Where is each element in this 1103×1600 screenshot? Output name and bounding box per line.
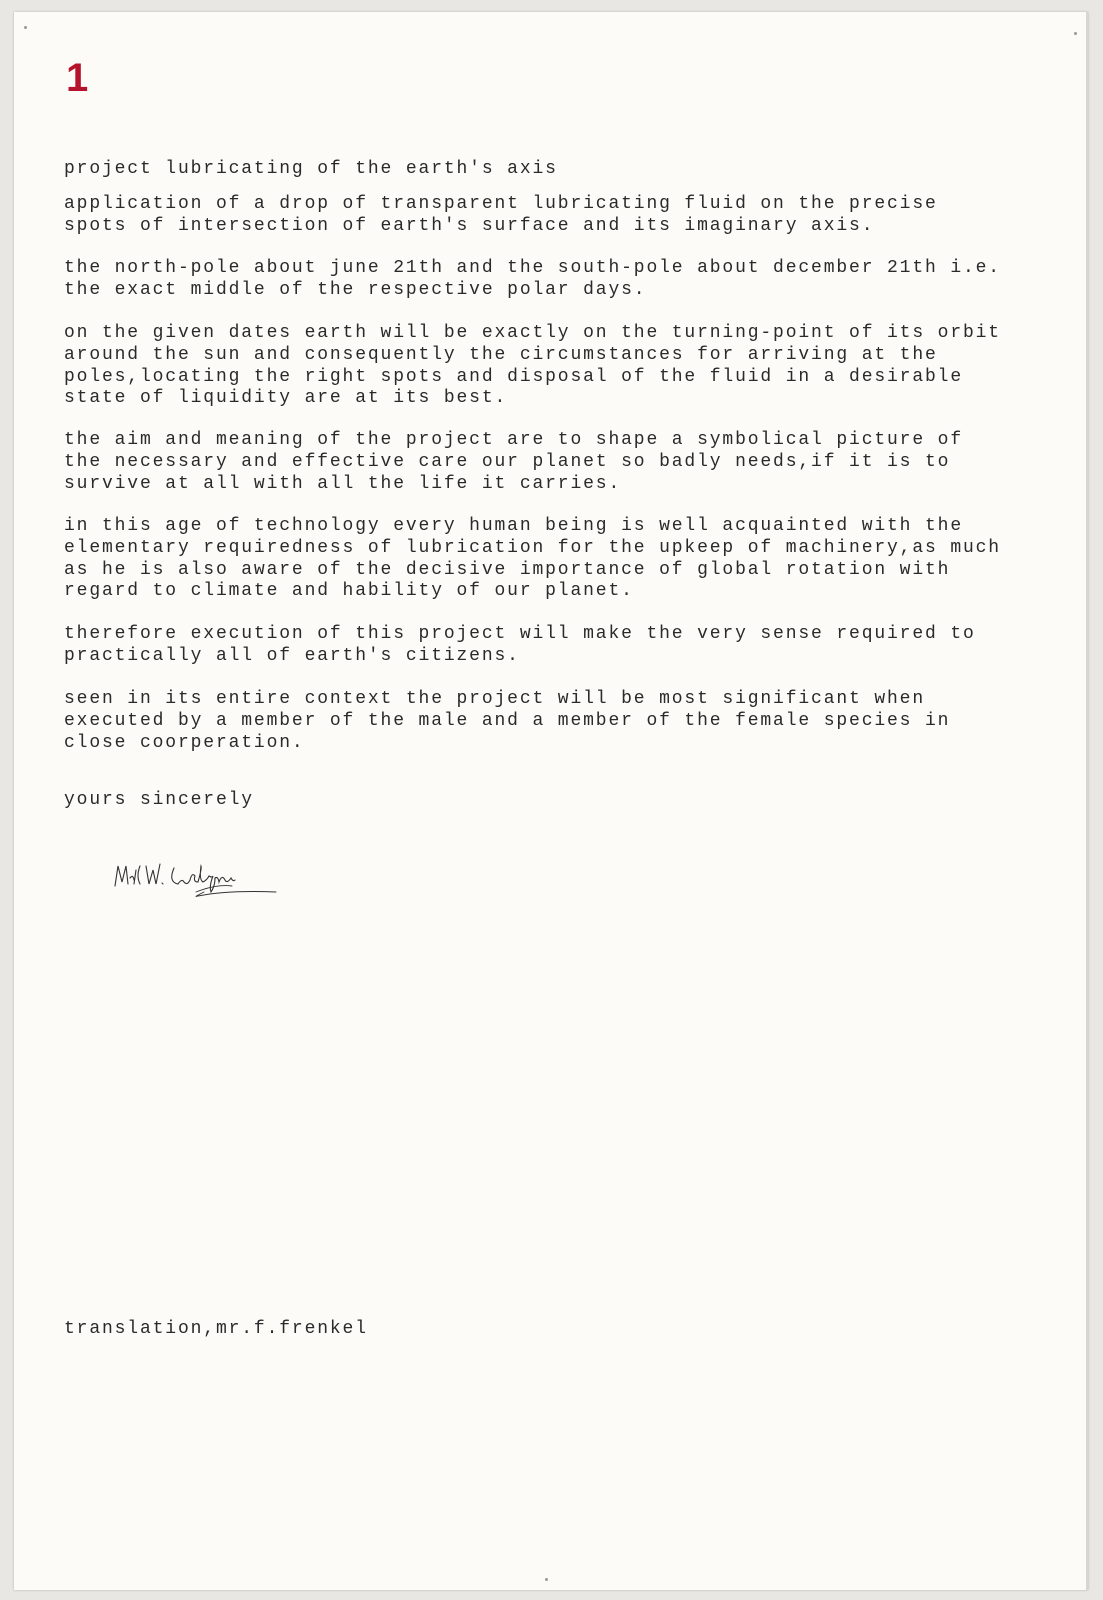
translation-note: translation,mr.f.frenkel — [64, 1319, 368, 1339]
paragraph-aim: the aim and meaning of the project are to shape a symbolical picture of the necessary and effective care our planet so badly needs,if it is to survive at all with all the life it carries. — [64, 430, 963, 494]
paper-speck — [545, 1578, 548, 1581]
paragraph-orbit: on the given dates earth will be exactly on the turning-point of its orbit around the sun and consequently the circumstances for arriving at the poles,locating the right spots and disposal of the fluid in a desirable state of liquidity are at its best. — [64, 323, 1001, 409]
handwritten-signature — [112, 858, 287, 908]
paper-speck — [1074, 32, 1077, 35]
paper-speck — [24, 26, 27, 29]
paragraph-execution: therefore execution of this project will make the very sense required to practically all of earth's citizens. — [64, 624, 976, 666]
paragraph-dates: the north-pole about june 21th and the south-pole about december 21th i.e. the exact middle of the respective polar days. — [64, 258, 1001, 300]
paragraph-context: seen in its entire context the project will be most significant when executed by a member of the male and a member of the female species in close coorperation. — [64, 689, 951, 753]
closing: yours sincerely — [64, 790, 254, 810]
document-title: project lubricating of the earth's axis — [64, 159, 558, 179]
paragraph-application: application of a drop of transparent lubricating fluid on the precise spots of intersection of earth's surface and its imaginary axis. — [64, 194, 938, 236]
paragraph-technology: in this age of technology every human being is well acquainted with the elementary requiredness of lubrication for the upkeep of machinery,as much as he is also aware of the decisive importance of global rotation with regard to climate and hability of our planet. — [64, 516, 1001, 602]
page-number: 1 — [66, 56, 89, 100]
